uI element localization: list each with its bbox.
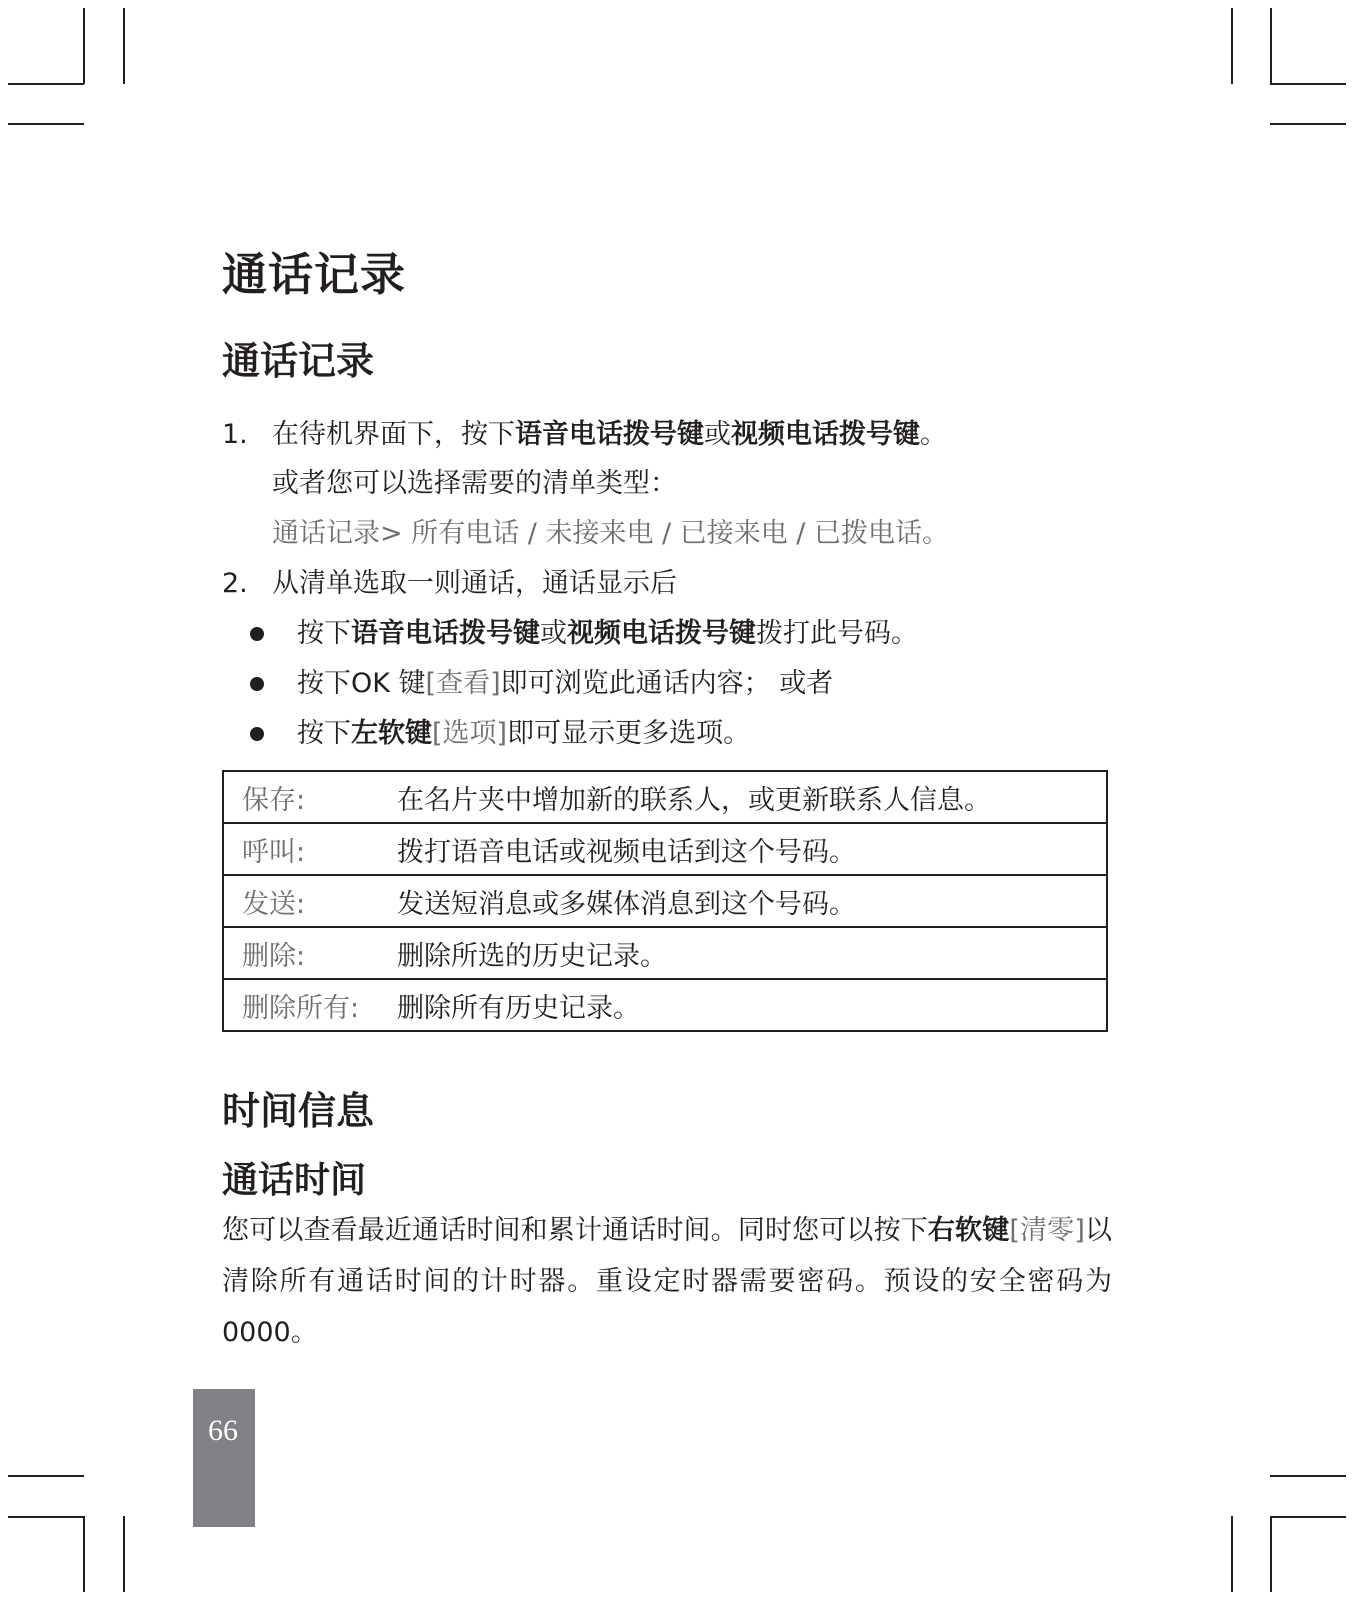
table-row — [223, 927, 1107, 979]
crop-mark — [123, 8, 125, 84]
step1-menu-path: 通话记录> 所有电话 / 未接来电 / 已接来电 / 已拨电话。 — [272, 518, 949, 549]
step2-text: 从清单选取一则通话，通话显示后 — [272, 568, 677, 599]
bullet-item: 按下左软键[选项]即可显示更多选项。 — [297, 718, 751, 749]
crop-mark — [1270, 1516, 1346, 1518]
option-desc: 删除所有历史记录。 — [397, 979, 1107, 1031]
page-number-tab — [193, 1389, 255, 1527]
bullet-item: 按下OK 键[查看]即可浏览此通话内容； 或者 — [297, 668, 834, 699]
bullet-icon — [250, 677, 264, 691]
crop-mark — [8, 83, 84, 85]
crop-mark — [1270, 1516, 1272, 1592]
option-desc: 拨打语音电话或视频电话到这个号码。 — [397, 823, 1107, 875]
step-number: 2. — [222, 568, 248, 599]
crop-mark — [8, 1516, 84, 1518]
crop-mark — [8, 123, 84, 125]
step-number: 1. — [222, 419, 248, 450]
table-row — [223, 875, 1107, 927]
crop-mark — [1231, 1516, 1233, 1592]
option-desc: 删除所选的历史记录。 — [397, 927, 1107, 979]
step1-line2: 或者您可以选择需要的清单类型： — [272, 468, 677, 499]
crop-mark — [83, 1516, 85, 1592]
crop-mark — [1270, 1475, 1346, 1477]
bullet-item: 按下语音电话拨号键或视频电话拨号键拨打此号码。 — [297, 618, 918, 649]
table-row — [223, 979, 1107, 1031]
option-name: 删除: — [223, 927, 397, 979]
voice-call-key: 语音电话拨号键 — [515, 419, 704, 450]
crop-mark — [1270, 83, 1346, 85]
table-row — [223, 823, 1107, 875]
chapter-title: 通话记录 — [222, 248, 407, 301]
crop-mark — [8, 1475, 84, 1477]
call-time-paragraph: 您可以查看最近通话时间和累计通话时间。同时您可以按下右软键[清零]以清除所有通话时间的计时器。重设定时器需要密码。预设的安全密码为 0000。 — [222, 1215, 1113, 1348]
option-name: 删除所有: — [223, 979, 397, 1031]
subsection-title-call-time: 通话时间 — [222, 1160, 367, 1201]
video-call-key: 视频电话拨号键 — [731, 419, 920, 450]
crop-mark — [1270, 123, 1346, 125]
option-desc: 发送短消息或多媒体消息到这个号码。 — [397, 875, 1107, 927]
section-title-call-log: 通话记录 — [222, 339, 375, 383]
table-row — [223, 771, 1107, 823]
bullet-icon — [250, 727, 264, 741]
option-name: 保存: — [223, 771, 397, 823]
page-number: 66 — [208, 1414, 238, 1447]
crop-mark — [123, 1516, 125, 1592]
crop-mark — [1270, 8, 1272, 84]
crop-mark — [83, 8, 85, 84]
bullet-icon — [250, 627, 264, 641]
step1-line1: 在待机界面下，按下语音电话拨号键或视频电话拨号键。 — [272, 419, 947, 450]
option-name: 呼叫: — [223, 823, 397, 875]
option-name: 发送: — [223, 875, 397, 927]
section-title-time: 时间信息 — [222, 1089, 375, 1133]
option-desc: 在名片夹中增加新的联系人，或更新联系人信息。 — [397, 771, 1107, 823]
crop-mark — [1231, 8, 1233, 84]
options-table — [222, 770, 1108, 1032]
